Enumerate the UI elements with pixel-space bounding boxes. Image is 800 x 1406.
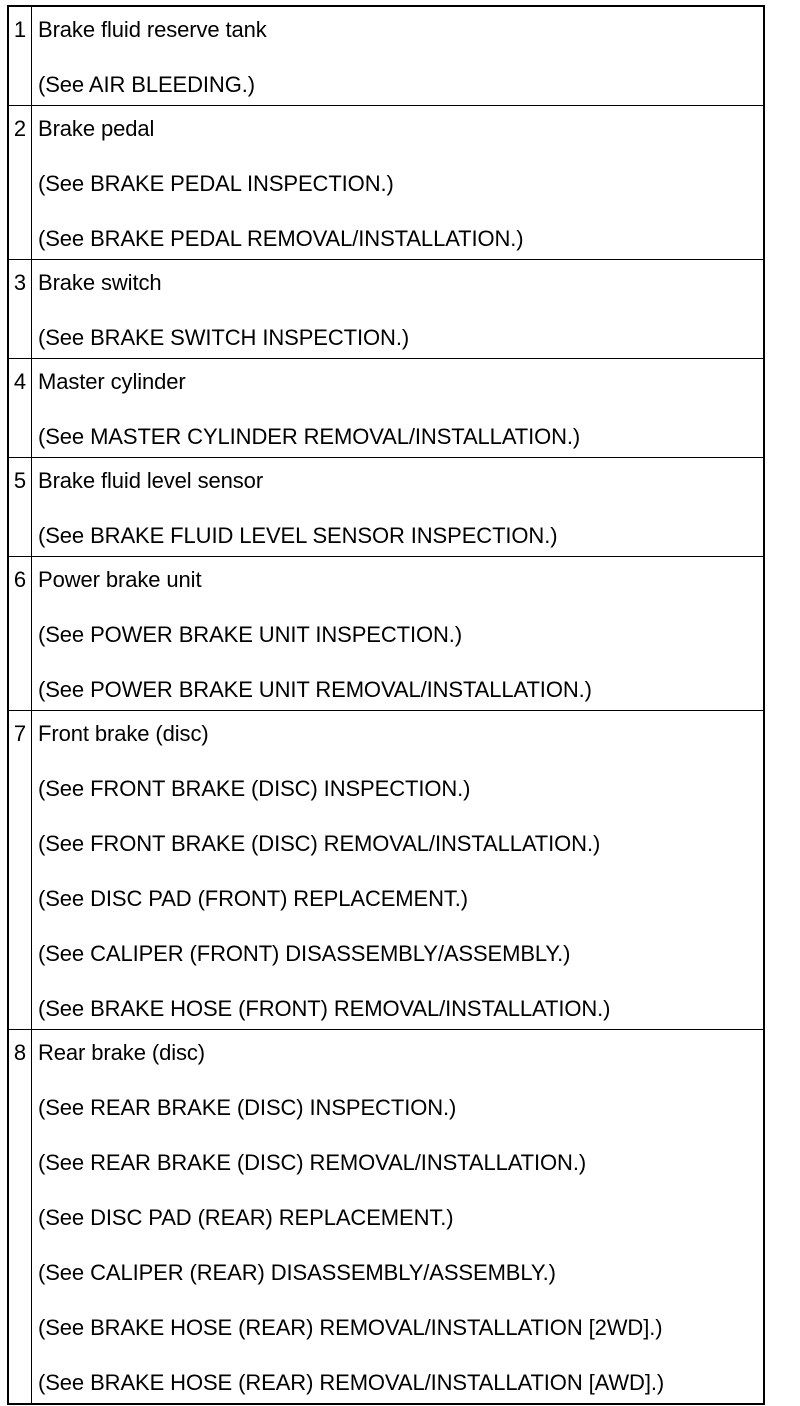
item-name: Front brake (disc) [38, 721, 209, 746]
item-number: 3 [13, 270, 27, 295]
item-reference-link: (See BRAKE HOSE (FRONT) REMOVAL/INSTALLATION.) [38, 996, 611, 1021]
table-row [8, 260, 764, 359]
item-number-cell [8, 6, 32, 106]
item-number-cell [8, 359, 32, 458]
item-number: 4 [13, 369, 27, 394]
item-reference-link: (See BRAKE PEDAL REMOVAL/INSTALLATION.) [38, 226, 524, 251]
item-name: Brake pedal [38, 116, 155, 141]
item-number-cell [8, 557, 32, 711]
item-description-cell [32, 1030, 765, 1405]
item-number: 5 [13, 468, 27, 493]
item-number: 7 [13, 721, 27, 746]
item-reference-link: (See DISC PAD (FRONT) REPLACEMENT.) [38, 886, 469, 911]
item-name: Power brake unit [38, 567, 202, 592]
item-number-cell [8, 260, 32, 359]
item-reference-link: (See MASTER CYLINDER REMOVAL/INSTALLATION.) [38, 424, 581, 449]
item-description-cell [32, 260, 765, 359]
item-reference-link: (See BRAKE HOSE (REAR) REMOVAL/INSTALLATION [AWD].) [38, 1370, 665, 1395]
item-description-cell [32, 557, 765, 711]
item-reference-link: (See REAR BRAKE (DISC) REMOVAL/INSTALLATION.) [38, 1150, 587, 1175]
item-reference-link: (See FRONT BRAKE (DISC) REMOVAL/INSTALLATION.) [38, 831, 601, 856]
item-number-cell [8, 458, 32, 557]
item-number-cell [8, 106, 32, 260]
item-reference-link: (See BRAKE SWITCH INSPECTION.) [38, 325, 410, 350]
item-number: 6 [13, 567, 27, 592]
table-row [8, 711, 764, 1030]
item-name: Brake fluid reserve tank [38, 17, 267, 42]
item-number: 2 [13, 116, 27, 141]
item-reference-link: (See FRONT BRAKE (DISC) INSPECTION.) [38, 776, 471, 801]
item-number: 1 [13, 17, 27, 42]
item-name: Master cylinder [38, 369, 186, 394]
item-description-cell [32, 106, 765, 260]
item-reference-link: (See REAR BRAKE (DISC) INSPECTION.) [38, 1095, 457, 1120]
item-name: Rear brake (disc) [38, 1040, 206, 1065]
item-reference-link: (See POWER BRAKE UNIT INSPECTION.) [38, 622, 463, 647]
table-row [8, 1030, 764, 1405]
item-reference-link: (See CALIPER (REAR) DISASSEMBLY/ASSEMBLY.) [38, 1260, 556, 1285]
item-reference-link: (See BRAKE PEDAL INSPECTION.) [38, 171, 394, 196]
item-description-cell [32, 6, 765, 106]
item-reference-link: (See BRAKE HOSE (REAR) REMOVAL/INSTALLATION [2WD].) [38, 1315, 663, 1340]
table-row [8, 458, 764, 557]
item-number-cell [8, 711, 32, 1030]
item-reference-link: (See CALIPER (FRONT) DISASSEMBLY/ASSEMBLY.) [38, 941, 571, 966]
item-number-cell [8, 1030, 32, 1405]
parts-reference-table [7, 5, 765, 1405]
item-reference-link: (See BRAKE FLUID LEVEL SENSOR INSPECTION.) [38, 523, 558, 548]
item-description-cell [32, 359, 765, 458]
item-number: 8 [13, 1040, 27, 1065]
item-reference-link: (See DISC PAD (REAR) REPLACEMENT.) [38, 1205, 454, 1230]
item-name: Brake switch [38, 270, 162, 295]
table-row [8, 359, 764, 458]
item-description-cell [32, 458, 765, 557]
table-row [8, 6, 764, 106]
item-description-cell [32, 711, 765, 1030]
table-row [8, 557, 764, 711]
item-reference-link: (See POWER BRAKE UNIT REMOVAL/INSTALLATION.) [38, 677, 592, 702]
parts-table-body [8, 6, 764, 1404]
item-name: Brake fluid level sensor [38, 468, 264, 493]
item-reference-link: (See AIR BLEEDING.) [38, 72, 255, 97]
table-row [8, 106, 764, 260]
